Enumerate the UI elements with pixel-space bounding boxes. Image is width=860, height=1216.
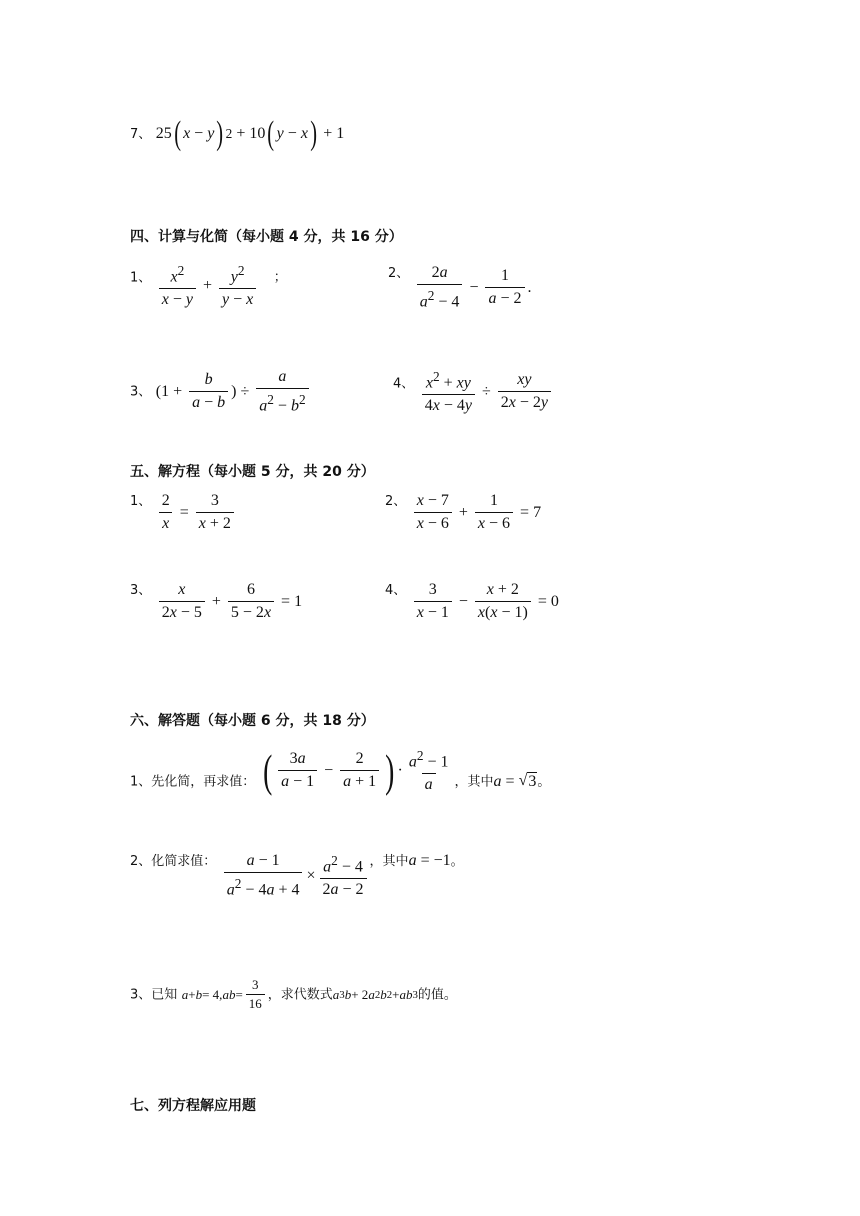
problem-number: 3、 bbox=[130, 583, 152, 598]
problem-number: 2、 bbox=[385, 494, 407, 509]
problem-number: 4、 bbox=[393, 376, 415, 392]
problem-number: 7、 bbox=[130, 127, 152, 142]
problem-number: 2、 bbox=[130, 854, 152, 869]
section-5-heading: 五、解方程（每小题 5 分，共 20 分） bbox=[130, 464, 375, 480]
math-expression: $\frac{x^2 + xy}{4x - 4y}$ ÷ $\frac{xy}{2x - 2y}$ bbox=[419, 368, 554, 415]
math-expression: $\frac{2a}{a^2 - 4}$ − $\frac{1}{a - 2}$ . bbox=[414, 264, 532, 311]
sec4-problem-1 bbox=[130, 262, 287, 309]
problem-number: 1、 bbox=[130, 774, 152, 790]
sec4-problem-4 bbox=[393, 368, 554, 415]
math-expression: 25 ( x − y ) 2 + 10 ( y − x ) + 1 bbox=[155, 115, 345, 152]
problem-number: 3、 bbox=[130, 987, 152, 1003]
section-4-heading: 四、计算与化简（每小题 4 分，共 16 分） bbox=[130, 229, 403, 245]
sec5-problem-3 bbox=[130, 579, 302, 622]
problem-prefix: 已知 bbox=[151, 987, 178, 1003]
sec6-problem-2 bbox=[130, 850, 464, 899]
problem-condition: ，其中 bbox=[369, 854, 409, 869]
sec4-problem-3 bbox=[130, 368, 312, 415]
problem-condition: ，其中 bbox=[454, 774, 494, 790]
problem-suffix: 的值。 bbox=[417, 987, 457, 1003]
problem-prefix: 化简求值： bbox=[151, 854, 217, 869]
math-expression: (1 + $\frac{b}{a - b}$ ) ÷ $\frac{a}{a^2 - b^2}$ bbox=[156, 368, 312, 415]
math-expression: ( $\frac{3a}{a - 1}$ − $\frac{2}{a + 1}$ ) · $\frac{a^2 - 1}{a}$ bbox=[262, 744, 449, 796]
sec5-problem-2 bbox=[385, 490, 541, 533]
problem-number: 2、 bbox=[388, 266, 410, 281]
sec5-problem-4 bbox=[385, 579, 559, 622]
problem-number: 1、 bbox=[130, 270, 152, 286]
problem-7 bbox=[130, 117, 344, 151]
section-7-heading: 七、列方程解应用题 bbox=[130, 1098, 256, 1114]
math-expression: $\frac{x - 7}{x - 6}$ + $\frac{1}{x - 6}$ = 7 bbox=[411, 492, 541, 533]
math-expression: $\frac{a - 1}{a^2 - 4a + 4}$ × $\frac{a^2 - 4}{2a - 2}$ bbox=[221, 852, 370, 899]
problem-prefix: 先化简，再求值： bbox=[151, 774, 256, 790]
separator: ； bbox=[273, 270, 287, 286]
problem-number: 1、 bbox=[130, 494, 152, 509]
math-expression: $\frac{3}{x - 1}$ − $\frac{x + 2}{x(x - 1)}$ = 0 bbox=[411, 581, 559, 622]
math-expression: $\frac{x^2}{x - y}$ + $\frac{y^2}{y - x}$ bbox=[156, 262, 260, 309]
sec6-problem-3 bbox=[130, 978, 457, 1011]
period: 。 bbox=[450, 854, 464, 869]
given-expression: a + b = 4, ab = $\frac{3}{16}$ bbox=[182, 978, 268, 1011]
math-expression: $\frac{2}{x}$ = $\frac{3}{x + 2}$ bbox=[156, 492, 237, 533]
problem-middle: ，求代数式 bbox=[267, 987, 333, 1003]
period: 。 bbox=[537, 774, 551, 790]
problem-number: 4、 bbox=[385, 583, 407, 598]
math-expression: $\frac{x}{2x - 5}$ + $\frac{6}{5 - 2x}$ = 1 bbox=[156, 581, 302, 622]
sec4-problem-2 bbox=[388, 262, 532, 311]
target-expression: a 3 b + 2 a 2 b 2 + ab 3 bbox=[332, 986, 418, 1002]
sec5-problem-1 bbox=[130, 490, 237, 533]
problem-number: 3、 bbox=[130, 384, 152, 400]
condition-expression: a = √ 3 bbox=[493, 772, 537, 791]
section-6-heading: 六、解答题（每小题 6 分，共 18 分） bbox=[130, 713, 375, 729]
sec6-problem-1 bbox=[130, 744, 551, 796]
condition-expression: a = −1 bbox=[408, 852, 451, 869]
